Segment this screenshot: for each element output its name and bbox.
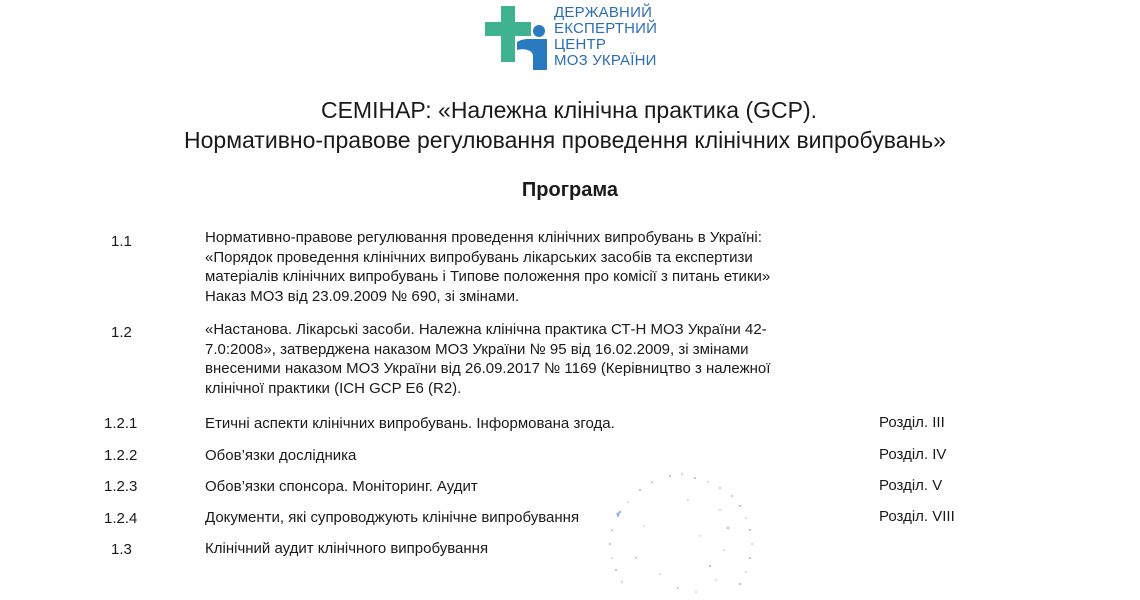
item-text-line: матеріалів клінічних випробувань і Типове положення про комісії з питань етики» <box>205 268 771 285</box>
item-text-line: клінічної практики (ICH GCP E6 (R2). <box>205 379 462 397</box>
item-text-line: Документи, які супроводжують клінічне випробування <box>205 509 580 526</box>
item-text-line: Наказ МОЗ від 23.09.2009 № 690, зі змінами. <box>205 287 520 305</box>
item-text-line: Обов’язки дослідника <box>205 447 357 464</box>
item-text-line: 7.0:2008», затверджена наказом МОЗ України № 95 від 16.02.2009, зі змінами <box>205 340 749 358</box>
seminar-title-line-2: Нормативно-правове регулювання проведення клінічних випробувань» <box>184 127 946 153</box>
dec-logo <box>484 4 684 74</box>
item-section-ref: Розділ. V <box>879 477 943 494</box>
logo-line-4: МОЗ УКРАЇНИ <box>554 52 657 69</box>
logo-line-1: ДЕРЖАВНИЙ <box>554 4 653 21</box>
item-text-line: «Настанова. Лікарські засоби. Належна клінічна практика СТ-Н МОЗ України 42- <box>205 321 767 338</box>
stamp-trace <box>600 470 770 600</box>
logo-line-2: ЕКСПЕРТНИЙ <box>554 20 658 37</box>
item-text-line: «Порядок проведення клінічних випробувань лікарських засобів та експертизи <box>205 248 753 266</box>
item-number: 1.2.4 <box>104 510 138 527</box>
item-text-line: Клінічний аудит клінічного випробування <box>205 540 489 557</box>
item-text <box>205 414 615 434</box>
logo-text <box>554 5 657 69</box>
item-section-ref: Розділ. IV <box>879 446 947 463</box>
item-text <box>205 320 770 398</box>
item-number: 1.2.1 <box>104 415 138 432</box>
item-text-line: внесеними наказом МОЗ України від 26.09.2017 № 1169 (Керівництво з належної <box>205 360 771 377</box>
item-number: 1.3 <box>111 541 132 558</box>
item-section-ref: Розділ. VIII <box>879 508 955 525</box>
program-heading: Програма <box>521 179 619 201</box>
item-number: 1.2.2 <box>104 447 138 464</box>
medical-cross-person-icon <box>484 4 552 74</box>
item-text <box>205 508 579 528</box>
item-number: 1.1 <box>111 233 132 250</box>
item-text-line: Етичні аспекти клінічних випробувань. Інформована згода. <box>205 415 615 432</box>
item-number: 1.2.3 <box>104 478 138 495</box>
item-text-line: Обов’язки спонсора. Моніторинг. Аудит <box>205 478 478 495</box>
seminar-title-line-1: СЕМІНАР: «Належна клінічна практика (GCP). <box>320 97 818 123</box>
item-number: 1.2 <box>111 324 132 341</box>
item-text-line: Нормативно-правове регулювання проведення клінічних випробувань в Україні: <box>205 229 762 246</box>
item-text <box>205 228 770 306</box>
item-section-ref: Розділ. III <box>879 414 945 431</box>
item-text <box>205 446 356 466</box>
item-text <box>205 477 478 497</box>
item-text <box>205 539 488 559</box>
logo-line-3: ЦЕНТР <box>554 36 607 53</box>
